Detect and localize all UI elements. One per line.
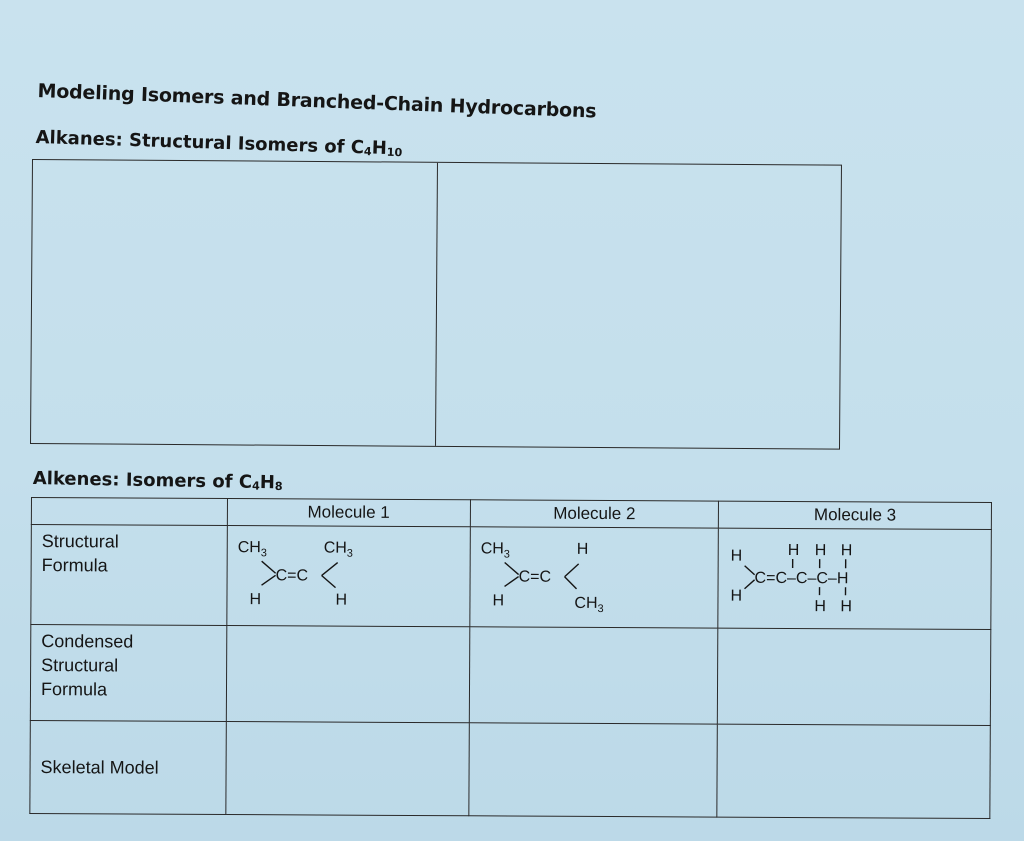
molecule-2-structure xyxy=(470,527,718,623)
m2-bottom-right: $CH_3$ xyxy=(573,594,604,615)
alkane-isomer-boxes xyxy=(30,159,842,450)
m3-top-h-2: H xyxy=(814,542,827,560)
molecule-3-condensed-cell[interactable] xyxy=(718,628,991,725)
m2-top-left: $CH_3$ xyxy=(480,540,510,561)
m1-bottom-right: H xyxy=(335,591,347,609)
m2-bond-lower-left xyxy=(504,576,518,586)
molecule-3-skeletal-cell[interactable] xyxy=(717,724,990,818)
m3-bond-upper-left xyxy=(745,566,755,575)
row-label-line: Structural xyxy=(41,531,119,552)
alkenes-heading: Alkenes: Isomers of $C_4H_8$ xyxy=(32,468,283,494)
row-label-condensed-formula xyxy=(30,625,226,722)
row-label-line: Condensed xyxy=(41,631,134,652)
molecule-2-structure-cell xyxy=(469,527,718,628)
molecule-3-structure-cell xyxy=(718,528,991,629)
m1-bond-lower-right xyxy=(321,576,335,588)
condensed-formula-row xyxy=(30,625,990,726)
molecule-2-skeletal-cell[interactable] xyxy=(468,723,717,817)
molecule-1-structure-cell xyxy=(227,526,470,627)
m1-bond-lower-left xyxy=(261,575,275,585)
skeletal-model-row xyxy=(30,720,990,818)
m3-top-h-3: H xyxy=(840,542,853,560)
m3-bottom-h-2: H xyxy=(840,598,853,616)
m1-bottom-left: H xyxy=(249,591,261,609)
alkane-isomer-box-2[interactable] xyxy=(435,163,841,449)
m3-h-top-left: H xyxy=(730,547,743,565)
m2-top-right: H xyxy=(576,540,588,558)
page-title: Modeling Isomers and Branched-Chain Hydrocarbons xyxy=(37,80,597,123)
structural-formula-row xyxy=(31,525,992,630)
alkene-isomer-table xyxy=(29,497,992,819)
m3-h-bottom-left: H xyxy=(730,587,743,605)
m3-top-h-1: H xyxy=(787,541,800,560)
molecule-3-diagram xyxy=(719,529,992,625)
column-header-molecule-1: Molecule 1 xyxy=(227,499,470,527)
m1-bond-upper-left xyxy=(261,561,275,573)
row-label-line: Formula xyxy=(40,679,108,700)
row-label-skeletal-model: Skeletal Model xyxy=(30,720,226,814)
m1-core: C=C xyxy=(275,567,308,585)
m1-top-right: $CH_3$ xyxy=(323,539,353,560)
column-header-molecule-3: Molecule 3 xyxy=(719,501,992,529)
m1-top-left: $CH_3$ xyxy=(237,539,267,560)
m2-bond-lower-right xyxy=(564,577,576,589)
molecule-1-skeletal-cell[interactable] xyxy=(226,722,469,816)
m3-chain: C=C–C–C–H xyxy=(754,569,849,588)
molecule-2-condensed-cell[interactable] xyxy=(469,627,718,724)
alkanes-heading: Alkanes: Structural Isomers of $C_4H_{10}$ xyxy=(35,127,403,160)
m2-bond-upper-left xyxy=(504,562,518,574)
m2-core: C=C xyxy=(518,568,551,586)
m2-bottom-left: H xyxy=(491,592,504,610)
m1-bond-upper-right xyxy=(321,563,337,576)
m3-bond-lower-left xyxy=(745,580,755,589)
row-label-line: Structural xyxy=(41,655,119,676)
m3-bottom-h-1: H xyxy=(814,598,827,616)
row-label-structural-formula xyxy=(31,525,227,626)
row-label-line: Formula xyxy=(41,555,108,576)
header-empty-cell xyxy=(31,498,227,526)
m2-bond-upper-right xyxy=(564,564,578,577)
alkane-isomer-box-1[interactable] xyxy=(31,160,436,446)
column-header-molecule-2: Molecule 2 xyxy=(470,500,719,528)
molecule-3-structure xyxy=(719,529,991,625)
molecule-1-structure xyxy=(227,526,469,622)
molecule-1-diagram xyxy=(227,526,470,622)
molecule-1-condensed-cell[interactable] xyxy=(226,626,469,723)
molecule-2-diagram xyxy=(470,527,719,623)
